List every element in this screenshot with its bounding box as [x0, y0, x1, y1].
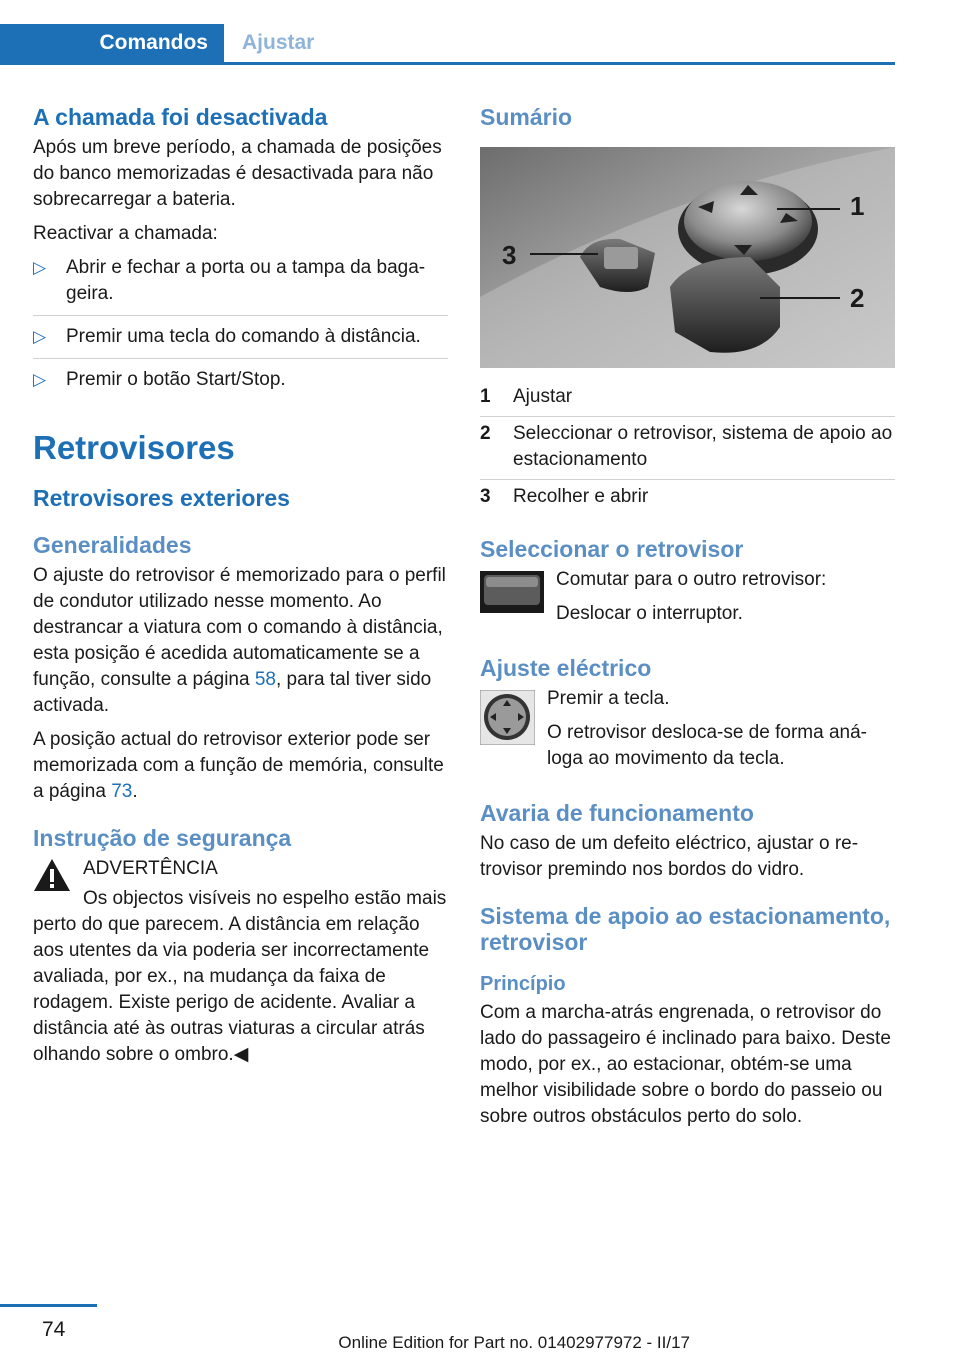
heading-generalidades: Generalidades [33, 532, 192, 558]
header-tabs [0, 24, 895, 65]
page-link-58[interactable]: 58 [254, 669, 276, 690]
list-item: ▷ Premir o botão Start/Stop. [33, 367, 448, 401]
reactivate-list [33, 255, 448, 401]
footer-line [0, 1304, 97, 1307]
general-paragraph-2: A posição actual do retrovisor exterior pode ser memorizada com a função de memória, consulte a página 73. [33, 729, 444, 802]
heading-malfunction: Avaria de funcionamento [480, 800, 754, 826]
figure-label-3: 3 [502, 240, 517, 270]
select-mirror-block [480, 567, 895, 635]
figure-label-1: 1 [850, 191, 865, 221]
list-item: ▷ Abrir e fechar a porta ou a tampa da bagageira. [33, 255, 448, 316]
legend-row: 3 Recolher e abrir [480, 486, 649, 507]
heading-electric: Ajuste eléctrico [480, 655, 652, 681]
electric-paragraph-2: O retrovisor desloca-se de forma análoga ao movimento da tecla. [547, 722, 867, 769]
warning-triangle-icon [33, 858, 71, 892]
legend-row: 1 Ajustar [480, 380, 895, 417]
heading-safety: Instrução de segurança [33, 825, 292, 851]
heading-summary: Sumário [480, 104, 573, 130]
page-link-73[interactable]: 73 [111, 781, 133, 802]
mirror-controls-photo [480, 147, 895, 368]
heading-principle: Princípio [480, 973, 566, 995]
warning-text: Os objectos visíveis no espelho estão mais perto do que parecem. A distância em relação aos utentes da via poderia ser incorrectamente avaliada, por ex., na mudança da faixa de rodagem. Existe perigo de acidente. Avaliar a distância até às outras viaturas a circular atrás olhando sobre o ombro.◀ [33, 888, 447, 1065]
reactivate-paragraph: Reactivar a chamada: [33, 223, 218, 244]
call-paragraph: Após um breve período, a chamada de posições do banco memorizadas é desactivada para não sobrecarregar a bateria. [33, 137, 442, 210]
electric-block [480, 686, 895, 780]
page-number: 74 [42, 1318, 66, 1341]
select-paragraph-1: Comutar para o outro retrovisor: [556, 569, 827, 590]
malfunction-paragraph: No caso de um defeito eléctrico, ajustar o retrovisor premindo nos bordos do vidro. [480, 833, 859, 880]
direction-knob-icon [480, 690, 535, 745]
warning-block [33, 856, 448, 1068]
right-column [480, 100, 895, 1138]
select-paragraph-2: Deslocar o interruptor. [556, 603, 743, 624]
warning-title: ADVERTÊNCIA [83, 858, 218, 879]
triangle-bullet-icon: ▷ [33, 327, 47, 346]
triangle-bullet-icon: ▷ [33, 370, 47, 389]
heading-select-mirror: Seleccionar o retrovisor [480, 536, 744, 562]
list-item: ▷ Premir uma tecla do comando à distância. [33, 324, 448, 359]
left-column [33, 100, 448, 1076]
edition-note: Online Edition for Part no. 01402977972 - II/17 [338, 1333, 690, 1352]
section-title-retrovisores: Retrovisores [33, 429, 235, 466]
tab-ajustar[interactable]: Ajustar [242, 31, 315, 54]
triangle-bullet-icon: ▷ [33, 258, 47, 277]
legend-row: 2 Seleccionar o retrovisor, sistema de apoio ao estacionamento [480, 417, 895, 480]
principle-paragraph: Com a marcha-atrás engrenada, o retrovisor do lado do passageiro é inclinado para baixo. Deste modo, por ex., ao estacionar, obtém-se uma melhor visibilidade sobre o bordo do passeio ou sobre outros obstáculos perto do solo. [480, 1002, 891, 1127]
heading-parking-aid: Sistema de apoio ao estacionamento, retrovisor [480, 903, 891, 955]
call-heading: A chamada foi desactivada [33, 104, 328, 130]
selector-switch-icon [480, 571, 544, 613]
electric-paragraph-1: Premir a tecla. [547, 688, 670, 709]
figure-label-2: 2 [850, 283, 865, 313]
heading-exteriores: Retrovisores exteriores [33, 485, 290, 511]
tab-comandos[interactable]: Comandos [0, 24, 224, 62]
legend [480, 380, 895, 516]
general-paragraph-1: O ajuste do retrovisor é memorizado para o perfil de condutor utilizado nesse momento. Ao destrancar a viatura com o comando à distância, esta posição é acedida automaticamente se a função, consulte a página 58, para tal tiver sido activada. [33, 565, 446, 716]
